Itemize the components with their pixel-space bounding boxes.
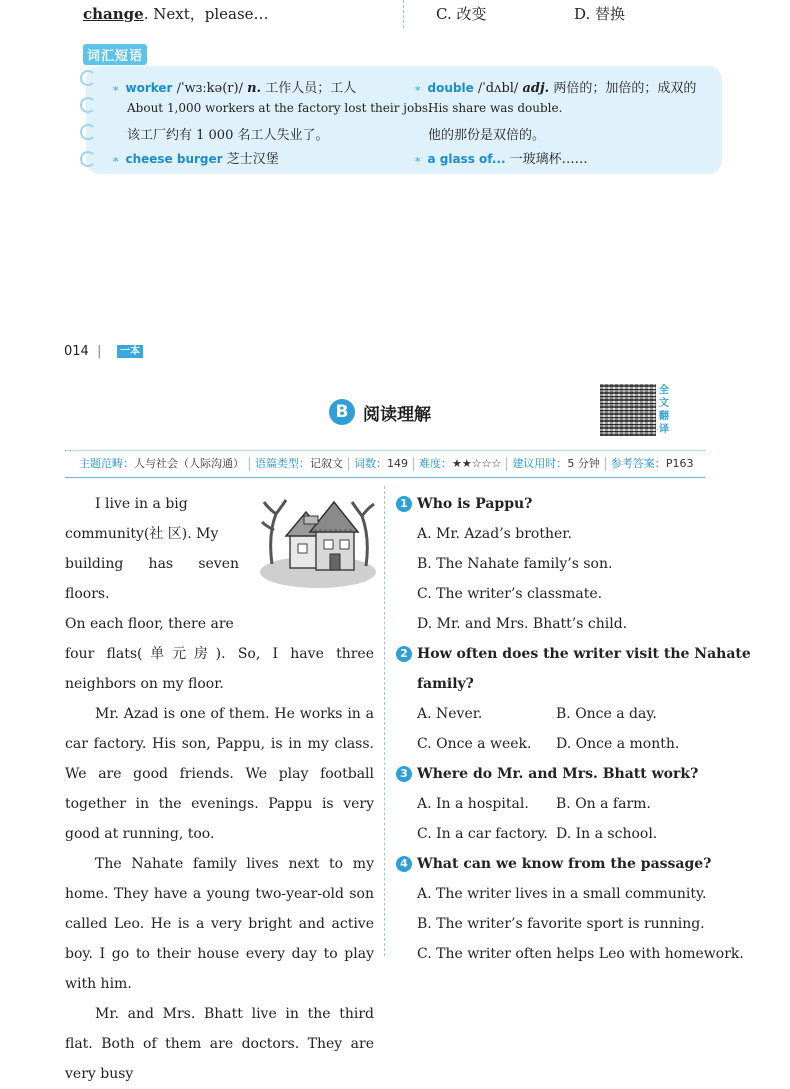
question-text: Who is Pappu? <box>417 496 533 512</box>
passage-paragraph: The Nahate family lives next to my home. They have a young two-year-old son called Leo. He is a very bright and active boy. I go to their house every day to play with him. <box>65 856 374 992</box>
vocab-example: About 1,000 workers at the factory lost their jobs. <box>127 101 432 115</box>
answer-option-row <box>396 699 716 729</box>
question-number-badge: 3 <box>396 766 412 782</box>
passage-info-bar: 主题范畴：人与社会（人际沟通） 语篇类型：记叙文 词数：149 难度：★★☆☆☆ 建议用时：5 分钟 参考答案：P163 <box>65 450 705 478</box>
binder-rings <box>80 70 100 178</box>
answer-option-row <box>396 819 716 849</box>
answer-option-row <box>396 729 716 759</box>
answer-option: D. Once a month. <box>556 736 680 752</box>
question-number-badge: 4 <box>396 856 412 872</box>
ring-icon <box>80 124 96 140</box>
passage-line: On each floor, there are <box>65 616 234 632</box>
answer-option: A. Mr. Azad’s brother. <box>417 526 572 542</box>
section-title: 阅读理解 <box>363 405 431 425</box>
previous-question-fragment <box>83 3 269 24</box>
ring-icon <box>80 151 96 167</box>
question-1 <box>396 489 716 519</box>
question-number-badge: 2 <box>396 646 412 662</box>
question-4 <box>396 849 716 879</box>
qr-code-icon[interactable] <box>600 384 656 436</box>
answer-option: D. In a school. <box>556 826 658 842</box>
difficulty-stars: ★★☆☆☆ <box>452 457 502 470</box>
question-3 <box>396 759 716 789</box>
vocab-entry-double: ∗ double /ˈdʌbl/ adj. 两倍的；加倍的；成双的 <box>414 81 697 96</box>
brand-logo: 一本 <box>117 345 143 358</box>
question-2 <box>396 639 751 669</box>
vocab-example: His share was double. <box>428 101 563 115</box>
passage-line: building has seven floors. <box>65 556 239 602</box>
vocab-entry-cheese-burger: ∗ cheese burger 芝士汉堡 <box>112 152 279 167</box>
answer-option: B. The writer’s favorite sport is running. <box>417 916 705 932</box>
answer-option: A. Never. <box>417 706 483 722</box>
answer-option: C. The writer’s classmate. <box>417 586 603 602</box>
answer-option: A. In a hospital. <box>417 796 529 812</box>
question-number-badge: 1 <box>396 496 412 512</box>
fragment-text: . Next，please… <box>143 5 269 23</box>
section-badge: B <box>329 399 355 425</box>
star-bullet-icon: ∗ <box>112 153 120 166</box>
star-bullet-icon: ∗ <box>414 153 422 166</box>
answer-option: C. The writer often helps Leo with homework. <box>417 946 744 962</box>
answer-option-row <box>396 789 716 819</box>
star-bullet-icon: ∗ <box>414 82 422 95</box>
questions-column <box>396 489 751 969</box>
question-text-continued: family? <box>417 676 474 692</box>
passage-paragraph: four flats(单元房). So, I have three neighbors on my floor. <box>65 646 374 692</box>
answer-option: C. Once a week. <box>417 736 532 752</box>
option-c: C. 改变 <box>436 5 487 23</box>
qr-code-label: 全文翻译 <box>659 385 669 435</box>
page-number: 014 | <box>64 344 102 359</box>
passage-line: I live in a big <box>95 496 188 512</box>
star-bullet-icon: ∗ <box>112 82 120 95</box>
question-text: How often does the writer visit the Nahate <box>417 646 751 662</box>
answer-option: B. The Nahate family’s son. <box>417 556 613 572</box>
house-illustration <box>258 494 378 592</box>
answer-option: B. On a farm. <box>556 796 651 812</box>
vocab-entry-a-glass-of: ∗ a glass of... 一玻璃杯…… <box>414 152 588 167</box>
vocab-entry-worker: ∗ worker /ˈwɜːkə(r)/ n. 工作人员；工人 <box>112 81 357 96</box>
vocab-section-tag: 词汇短语 <box>83 44 147 65</box>
answer-option: A. The writer lives in a small community. <box>417 886 707 902</box>
ring-icon <box>80 97 96 113</box>
option-d: D. 替换 <box>574 5 626 23</box>
answer-option: C. In a car factory. <box>417 826 548 842</box>
column-divider-top <box>403 0 404 28</box>
ring-icon <box>80 70 96 86</box>
passage-paragraph: Mr. Azad is one of them. He works in a car factory. His son, Pappu, is in my class. We are good friends. We play football together in the evenings. Pappu is very good at running, too. <box>65 706 374 842</box>
question-text: What can we know from the passage? <box>417 856 712 872</box>
passage-paragraph: Mr. and Mrs. Bhatt live in the third flat. Both of them are doctors. They are very busy <box>65 1006 374 1082</box>
column-divider <box>384 486 385 956</box>
question-text: Where do Mr. and Mrs. Bhatt work? <box>417 766 699 782</box>
underlined-word: change <box>83 5 144 23</box>
vocab-example-translation: 该工厂约有 1 000 名工人失业了。 <box>127 128 329 143</box>
answer-option: D. Mr. and Mrs. Bhatt’s child. <box>417 616 628 632</box>
passage-line: community(社 区). My <box>65 526 219 542</box>
vocab-example-translation: 他的那份是双倍的。 <box>428 128 546 143</box>
answer-option: B. Once a day. <box>556 706 657 722</box>
